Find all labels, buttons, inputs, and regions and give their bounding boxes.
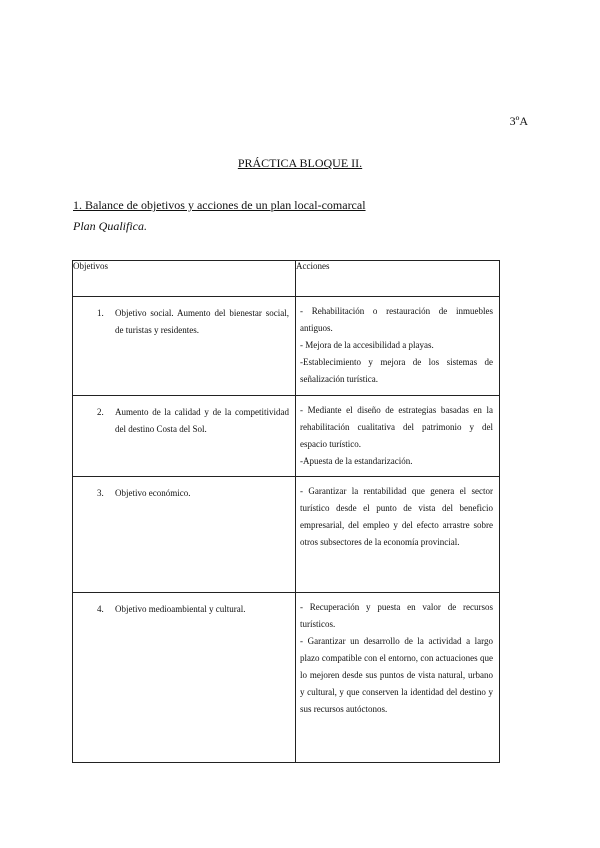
action-item: -Establecimiento y mejora de los sistemas de señalización turística. <box>300 357 493 384</box>
action-item: - Recuperación y puesta en valor de recursos turísticos. <box>300 602 493 629</box>
header-actions: Acciones <box>296 261 500 297</box>
actions-cell <box>296 297 500 396</box>
action-item: - Mejora de la accesibilidad a playas. <box>300 340 434 350</box>
plan-name: Plan Qualifica. <box>73 219 147 233</box>
table-row <box>73 477 500 593</box>
objectives-actions-table <box>72 260 500 763</box>
action-item: - Garantizar la rentabilidad que genera el sector turístico desde el punto de vista del beneficio empresarial, del empleo y del efecto arrastre sobre otros subsectores de la economía provincial. <box>300 486 493 547</box>
objective-cell <box>73 593 296 763</box>
page-title <box>0 156 600 171</box>
action-item: - Mediante el diseño de estrategias basadas en la rehabilitación cualitativa del patrimonio y del espacio turístico. <box>300 405 493 449</box>
objective-number: 4. <box>97 604 104 614</box>
table-header-row <box>73 261 500 297</box>
action-item: - Garantizar un desarrollo de la actividad a largo plazo compatible con el entorno, con actuaciones que lo mejoren desde sus puntos de vista natural, urbano y cultural, y que conserven la identidad del destino y sus recursos autóctonos. <box>300 636 493 714</box>
page-mark: 3ºA <box>509 114 528 128</box>
objective-number: 1. <box>97 308 104 318</box>
page-title-text: PRÁCTICA BLOQUE II. <box>237 156 363 170</box>
objective-number: 2. <box>97 407 104 417</box>
section-heading: 1. Balance de objetivos y acciones de un plan local-comarcal <box>73 198 366 212</box>
header-objectives: Objetivos <box>73 261 296 297</box>
objective-cell <box>73 297 296 396</box>
objective-cell <box>73 477 296 593</box>
actions-cell <box>296 593 500 763</box>
table-row <box>73 297 500 396</box>
action-item: - Rehabilitación o restauración de inmuebles antiguos. <box>300 306 493 333</box>
objective-number: 3. <box>97 488 104 498</box>
objective-text: Objetivo económico. <box>115 488 191 498</box>
objective-text: Objetivo medioambiental y cultural. <box>115 604 246 614</box>
objective-cell <box>73 396 296 477</box>
objective-text: Objetivo social. Aumento del bienestar social, de turistas y residentes. <box>115 308 289 335</box>
actions-cell <box>296 477 500 593</box>
actions-cell <box>296 396 500 477</box>
action-item: -Apuesta de la estandarización. <box>300 456 413 466</box>
table-row <box>73 593 500 763</box>
table-row <box>73 396 500 477</box>
objective-text: Aumento de la calidad y de la competitividad del destino Costa del Sol. <box>115 407 289 434</box>
